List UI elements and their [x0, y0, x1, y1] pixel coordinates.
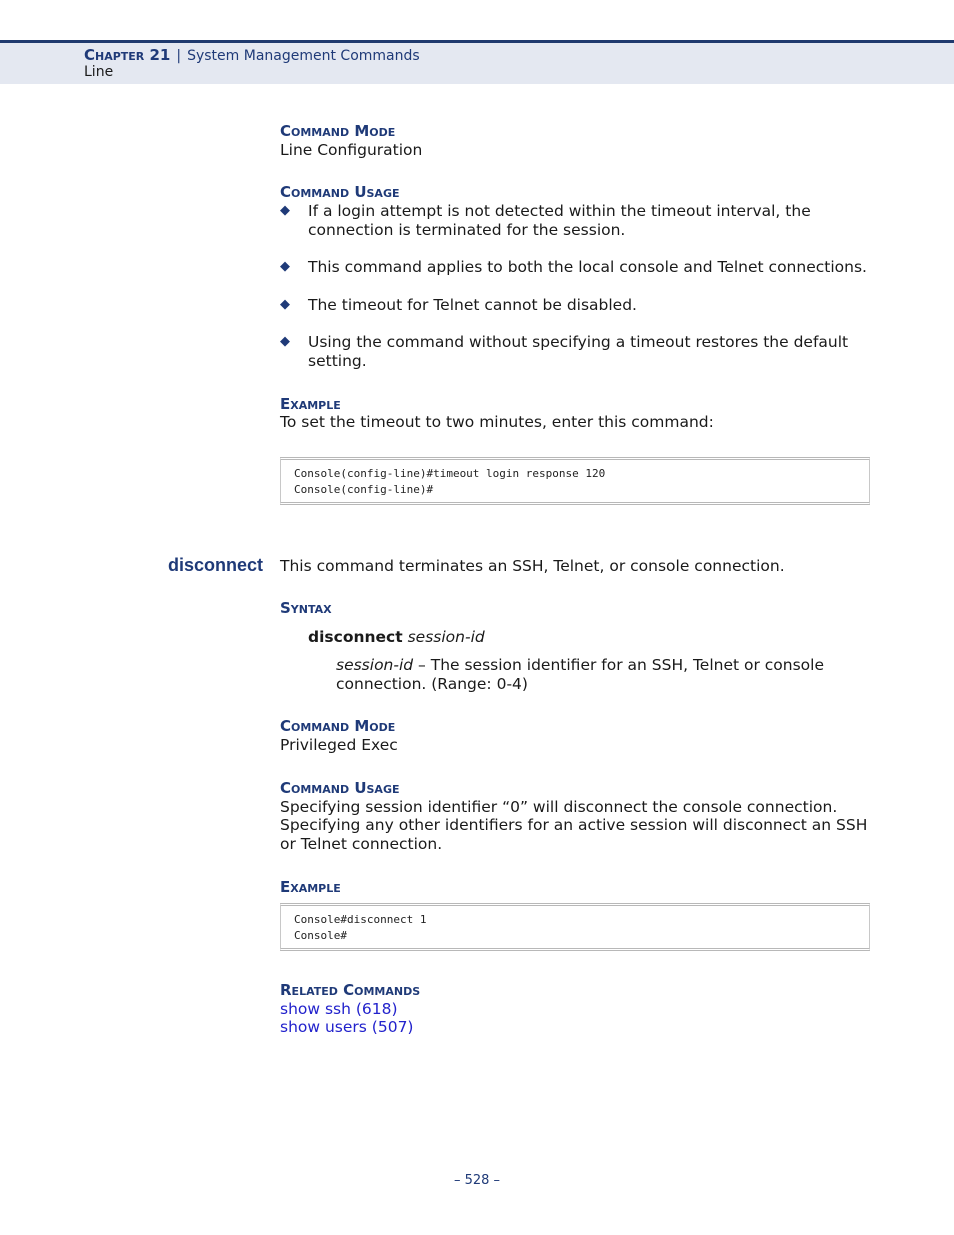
related-commands-heading: Related Commands: [280, 981, 421, 999]
diamond-bullet-icon: ◆: [280, 259, 290, 274]
example-heading: Example: [280, 878, 341, 896]
param-desc: – The session identifier for an SSH, Telnet or console connection. (Range: 0-4): [336, 656, 825, 693]
syntax-command: disconnect: [308, 628, 403, 646]
code-text: Console#disconnect 1 Console#: [294, 913, 427, 942]
example-heading: Example: [280, 395, 341, 413]
chapter-label: Chapter 21: [84, 46, 171, 64]
header-separator: |: [176, 48, 182, 64]
syntax-param: session-id: [407, 628, 485, 646]
diamond-bullet-icon: ◆: [280, 297, 290, 312]
command-title: disconnect: [168, 555, 264, 575]
command-mode-heading: Command Mode: [280, 717, 396, 735]
usage-bullet-text: This command applies to both the local console and Telnet connections.: [308, 258, 867, 276]
usage-text-line: Specifying session identifier “0” will disconnect the console connection.: [280, 798, 838, 816]
diamond-bullet-icon: ◆: [280, 334, 290, 349]
related-link-show-ssh[interactable]: show ssh (618): [280, 1000, 398, 1018]
header-chapter-line: [84, 46, 420, 64]
syntax-line: [308, 628, 485, 647]
usage-bullet-text: If a login attempt is not detected within the timeout interval, the connection is terminated for the session.: [308, 202, 811, 239]
page-number: – 528 –: [453, 1173, 501, 1188]
command-mode-heading: Command Mode: [280, 122, 396, 140]
usage-text-line: Specifying any other identifiers for an active session will disconnect an SSH: [280, 816, 868, 834]
section-title: System Management Commands: [187, 48, 420, 64]
command-mode-value: Line Configuration: [280, 141, 423, 159]
command-mode-value: Privileged Exec: [280, 736, 398, 754]
subsection-title: Line: [84, 64, 114, 80]
code-example: [280, 457, 870, 505]
page-header: [0, 40, 954, 84]
usage-bullet-text: The timeout for Telnet cannot be disabled.: [308, 296, 637, 314]
command-usage-heading: Command Usage: [280, 779, 400, 797]
syntax-heading: Syntax: [280, 599, 332, 617]
example-intro: To set the timeout to two minutes, enter this command:: [280, 413, 714, 431]
parameter-description: [336, 656, 876, 694]
command-usage-heading: Command Usage: [280, 183, 400, 201]
command-description: This command terminates an SSH, Telnet, or console connection.: [280, 557, 785, 575]
usage-bullet-text: Using the command without specifying a timeout restores the default setting.: [308, 333, 849, 370]
diamond-bullet-icon: ◆: [280, 203, 290, 218]
param-name: session-id: [336, 656, 414, 674]
code-example: [280, 903, 870, 951]
code-text: Console(config-line)#timeout login response 120 Console(config-line)#: [294, 467, 606, 496]
related-link-show-users[interactable]: show users (507): [280, 1018, 414, 1036]
usage-text-line: or Telnet connection.: [280, 835, 443, 853]
